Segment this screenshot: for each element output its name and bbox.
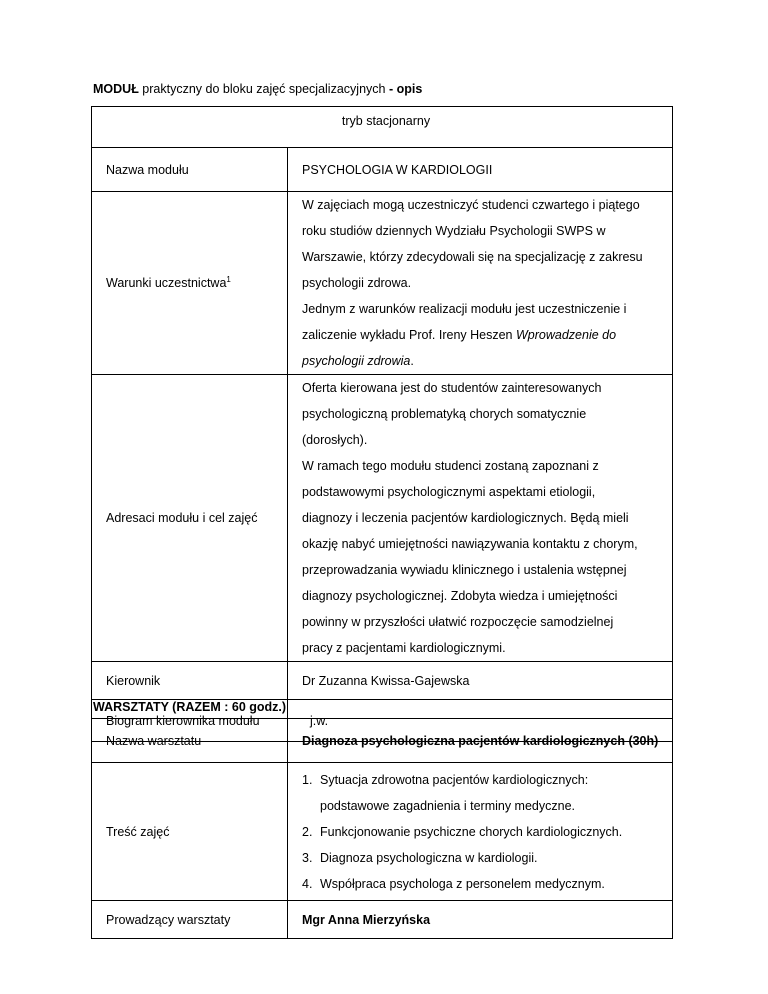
- lecture-title-part1: Wprowadzenie do: [516, 328, 617, 342]
- lecture-text: zaliczenie wykładu Prof. Ireny Heszen: [302, 328, 513, 342]
- workshop-name-value: Diagnoza psychologiczna pacjentów kardiologicznych (30h): [288, 719, 673, 763]
- participation-line: roku studiów dziennych Wydziału Psychologii SWPS w: [302, 224, 606, 238]
- row-label-instructor: Prowadzący warsztaty: [92, 901, 288, 939]
- participation-label-text: Warunki uczestnictwa: [106, 276, 227, 290]
- row-label-workshop-name: Nazwa warsztatu: [92, 719, 288, 763]
- module-table: [91, 106, 673, 742]
- participation-line: [302, 322, 666, 348]
- participation-line: [302, 348, 666, 374]
- row-label-audience-goal: Adresaci modułu i cel zajęć: [92, 375, 288, 662]
- module-name-value: PSYCHOLOGIA W KARDIOLOGII: [288, 148, 673, 192]
- list-text: Współpraca psychologa z personelem medycznym.: [320, 876, 605, 891]
- list-number: 1.: [302, 772, 313, 787]
- heading-text: praktyczny do bloku zajęć specjalizacyjnych: [138, 82, 389, 96]
- workshop-table: [91, 718, 673, 939]
- row-label-manager-bio: Biogram kierownika modułu: [92, 700, 288, 742]
- heading-bold: MODUŁ: [93, 82, 139, 96]
- footnote-marker: 1: [226, 274, 231, 284]
- list-item: [302, 871, 666, 897]
- instructor-value: Mgr Anna Mierzyńska: [288, 901, 673, 939]
- lecture-period: .: [410, 354, 414, 368]
- participation-line: Jednym z warunków realizacji modułu jest uczestniczenie i: [302, 302, 627, 316]
- document-heading: [93, 82, 422, 96]
- row-label-module-name: Nazwa modułu: [92, 148, 288, 192]
- row-label-manager: Kierownik: [92, 662, 288, 700]
- row-label-participation: [92, 192, 288, 375]
- manager-bio-value: j.w.: [288, 700, 673, 742]
- list-number: 2.: [302, 824, 313, 839]
- list-text-cont: podstawowe zagadnienia i terminy medyczne.: [320, 798, 575, 813]
- row-label-content: Treść zajęć: [92, 763, 288, 901]
- participation-line: psychologii zdrowa.: [302, 276, 412, 290]
- list-item: [302, 767, 666, 819]
- list-number: 4.: [302, 876, 313, 891]
- workshops-heading: WARSZTATY (RAZEM : 60 godz.): [93, 700, 287, 714]
- list-item: [302, 819, 666, 845]
- manager-value: Dr Zuzanna Kwissa-Gajewska: [288, 662, 673, 700]
- list-text: Diagnoza psychologiczna w kardiologii.: [320, 850, 538, 865]
- audience-line: W ramach tego modułu studenci zostaną zapoznani z: [302, 459, 599, 473]
- heading-bold-suffix: - opis: [388, 82, 423, 96]
- content-list: [288, 763, 673, 901]
- audience-line: powinny w przyszłości ułatwić rozpoczęcie samodzielnej: [302, 615, 614, 629]
- audience-line: diagnozy psychologicznej. Zdobyta wiedza i umiejętności: [302, 589, 618, 603]
- audience-line: podstawowymi psychologicznymi aspektami etiologii,: [302, 485, 596, 499]
- list-number: 3.: [302, 850, 313, 865]
- audience-line: diagnozy i leczenia pacjentów kardiologicznych. Będą mieli: [302, 511, 629, 525]
- audience-line: okazję nabyć umiejętności nawiązywania kontaktu z chorym,: [302, 537, 638, 551]
- participation-line: Warszawie, którzy zdecydowali się na specjalizację z zakresu: [302, 250, 643, 264]
- participation-value: [288, 192, 673, 375]
- audience-line: przeprowadzania wywiadu klinicznego i ustalenia wstępnej: [302, 563, 627, 577]
- audience-line: (dorosłych).: [302, 433, 368, 447]
- audience-goal-value: [288, 375, 673, 662]
- list-item: [302, 845, 666, 871]
- audience-line: Oferta kierowana jest do studentów zainteresowanych: [302, 381, 602, 395]
- mode-cell: tryb stacjonarny: [92, 107, 673, 148]
- list-text: Sytuacja zdrowotna pacjentów kardiologicznych:: [320, 772, 589, 787]
- list-text: Funkcjonowanie psychiczne chorych kardiologicznych.: [320, 824, 623, 839]
- lecture-title-part2: psychologii zdrowia: [302, 354, 411, 368]
- participation-line: W zajęciach mogą uczestniczyć studenci czwartego i piątego: [302, 198, 640, 212]
- audience-line: psychologiczną problematyką chorych somatycznie: [302, 407, 587, 421]
- audience-line: pracy z pacjentami kardiologicznymi.: [302, 641, 506, 655]
